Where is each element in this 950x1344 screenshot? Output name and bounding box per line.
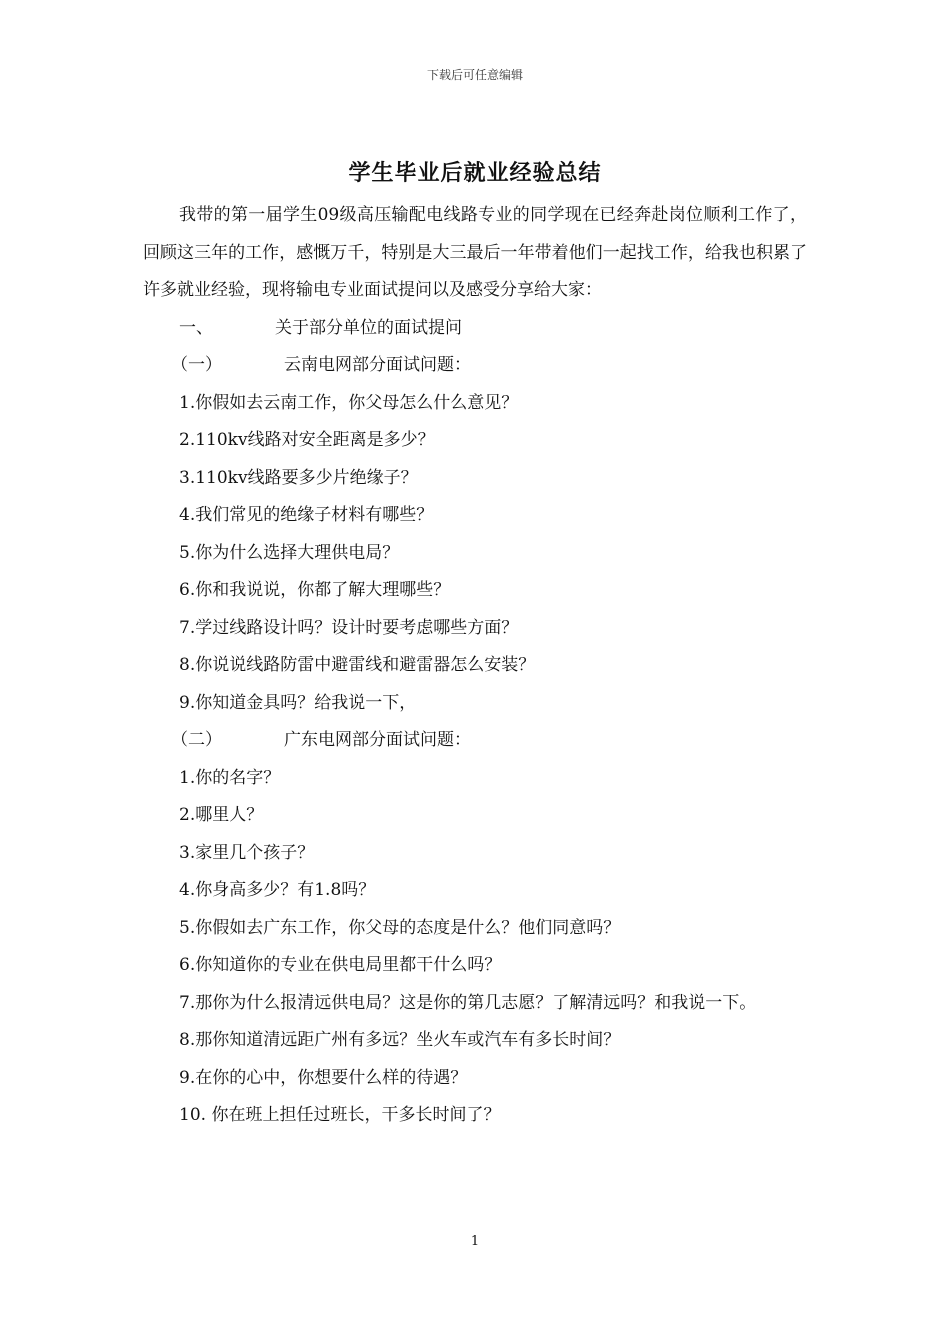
group-heading-yunnan [143,347,807,385]
question-item: 8.那你知道清远距广州有多远？坐火车或汽车有多长时间？ [179,1030,621,1050]
question-item: 4.我们常见的绝缘子材料有哪些？ [179,505,434,525]
question-item: 4.你身高多少？有1.8吗？ [179,880,376,900]
question-item: 1.你的名字？ [179,767,281,788]
section-number: 一、 [179,317,213,338]
question-item: 5.你为什么选择大理供电局？ [179,542,400,563]
group-number: （二） [171,730,222,750]
question-item: 3.110kv线路要多少片绝缘子？ [179,467,418,488]
page-number: 1 [470,1234,480,1249]
group-title: 云南电网部分面试问题： [284,355,471,375]
question-item: 6.你和我说说，你都了解大理哪些？ [179,580,451,600]
header-note: 下载后可任意编辑 [426,68,523,82]
group-number: （一） [171,355,222,375]
question-item: 9.你知道金具吗？给我说一下， [179,692,417,713]
question-item: 8.你说说线路防雷中避雷线和避雷器怎么安装？ [179,655,536,675]
question-item: 10. 你在班上担任过班长，干多长时间了？ [179,1105,501,1125]
question-item: 2.110kv线路对安全距离是多少？ [179,430,435,450]
document-title: 学生毕业后就业经验总结 [348,161,602,186]
question-item: 6.你知道你的专业在供电局里都干什么吗？ [179,955,502,975]
question-item: 3.家里几个孩子？ [179,842,315,863]
group-title: 广东电网部分面试问题： [284,730,471,750]
question-item: 9.在你的心中，你想要什么样的待遇？ [179,1067,468,1088]
question-item: 5.你假如去广东工作，你父母的态度是什么？他们同意吗？ [179,917,621,938]
group-heading-guangdong [143,722,807,760]
section-heading [143,310,807,348]
document-body [143,197,807,1135]
question-item: 7.那你为什么报清远供电局？这是你的第几志愿？了解清远吗？和我说一下。 [179,992,757,1013]
intro-paragraph: 我带的第一届学生09级高压输配电线路专业的同学现在已经奔赴岗位顺利工作了，回顾这三年的工作，感慨万千，特别是大三最后一年带着他们一起找工作，给我也积累了许多就业经验，现将输电专业面试提问以及感受分享给大家： [143,205,807,300]
question-item: 2.哪里人？ [179,805,264,825]
section-title: 关于部分单位的面试提问 [275,317,462,338]
question-item: 7.学过线路设计吗？设计时要考虑哪些方面？ [179,617,519,638]
question-item: 1.你假如去云南工作，你父母怎么什么意见？ [179,392,519,413]
